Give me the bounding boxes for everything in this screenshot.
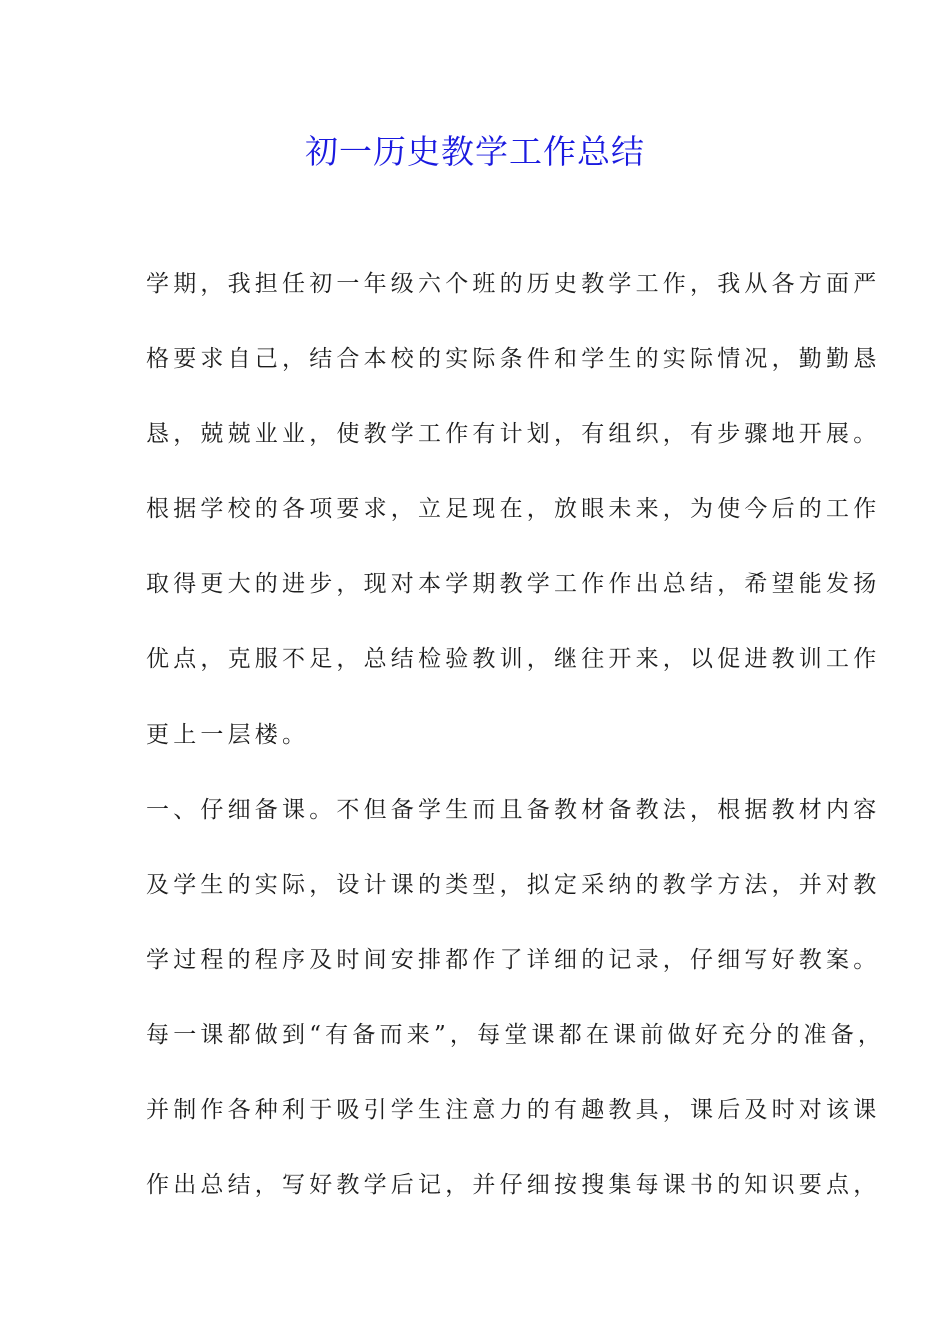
- body-line: 学过程的程序及时间安排都作了详细的记录，仔细写好教案。: [146, 946, 881, 973]
- body-line: 根据学校的各项要求，立足现在，放眼未来，为使今后的工作: [146, 496, 881, 523]
- body-line: 更上一层楼。: [146, 721, 310, 748]
- body-line: 一、仔细备课。不但备学生而且备教材备教法，根据教材内容: [146, 796, 881, 823]
- body-line: 及学生的实际，设计课的类型，拟定采纳的教学方法，并对教: [146, 871, 881, 898]
- body-line: 并制作各种利于吸引学生注意力的有趣教具，课后及时对该课: [146, 1097, 881, 1124]
- document-title: 初一历史教学工作总结: [305, 132, 645, 171]
- body-line: 优点，克服不足，总结检验教训，继往开来，以促进教训工作: [146, 646, 881, 673]
- body-line: 格要求自己，结合本校的实际条件和学生的实际情况，勤勤恳: [146, 346, 881, 373]
- body-line: 学期，我担任初一年级六个班的历史教学工作，我从各方面严: [146, 271, 881, 297]
- body-line: 每一课都做到“有备而来”，每堂课都在课前做好充分的准备，: [146, 1021, 886, 1048]
- body-line: 恳，兢兢业业，使教学工作有计划，有组织，有步骤地开展。: [146, 421, 881, 448]
- body-line: 作出总结，写好教学后记，并仔细按搜集每课书的知识要点，: [146, 1172, 881, 1199]
- document-body: [146, 262, 886, 1238]
- body-line: 取得更大的进步，现对本学期教学工作作出总结，希望能发扬: [146, 571, 881, 598]
